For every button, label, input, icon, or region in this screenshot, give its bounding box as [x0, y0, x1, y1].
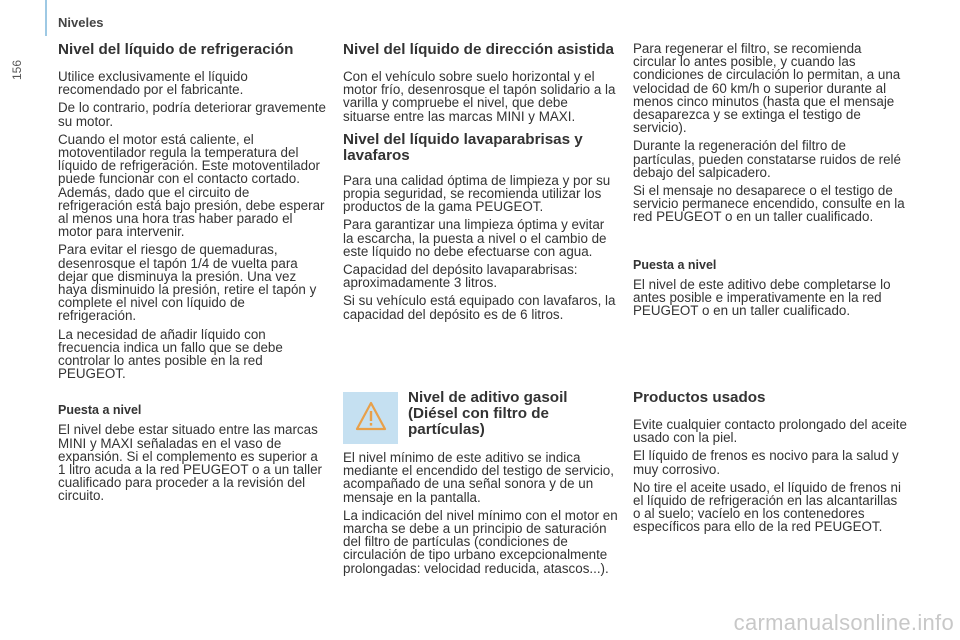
steering-paragraph: Con el vehículo sobre suelo horizontal y el motor frío, desenrosque el tapón solidario a la varilla y compruebe el nivel, que debe situarse entre las marcas MINI y MAXI.: [343, 69, 616, 124]
steering-title: Nivel del líquido de dirección asistida: [343, 41, 614, 58]
column-coolant: [58, 42, 326, 503]
used-products-paragraph: No tire el aceite usado, el líquido de frenos ni el líquido de refrigeración en las alcantarillas o al suelo; vacíelo en los contenedores específicos para ello de la red PEUGEOT.: [633, 479, 901, 535]
additive-title: Nivel de aditivo gasoil (Diésel con filtro de partículas): [408, 389, 568, 438]
additive-header: [408, 390, 613, 438]
coolant-paragraph: De lo contrario, podría deteriorar gravemente su motor.: [58, 100, 326, 129]
additive-paragraph: El nivel de este aditivo debe completarse lo antes posible e imperativamente en la red PEUGEOT o en un taller cualificado.: [633, 276, 891, 319]
used-products-paragraph: Evite cualquier contacto prolongado del aceite usado con la piel.: [633, 417, 907, 446]
watermark: carmanualsonline.info: [733, 610, 954, 635]
coolant-paragraph: Utilice exclusivamente el líquido recomendado por el fabricante.: [58, 69, 248, 98]
washer-paragraph: Capacidad del depósito lavaparabrisas: aproximadamente 3 litros.: [343, 262, 578, 291]
column-right: [633, 42, 908, 317]
additive-paragraph: Si el mensaje no desaparece o el testigo de servicio permanece encendido, consulte en la red PEUGEOT o en un taller cualificado.: [633, 183, 905, 225]
coolant-paragraph: El nivel debe estar situado entre las marcas MINI y MAXI señaladas en el vaso de expansión. Si el complemento es superior a 1 litro acuda a la red PEUGEOT o a un taller cualificado para proceder a la revisión del circuito.: [58, 422, 322, 504]
washer-title: Nivel del líquido lavaparabrisas y lavafaros: [343, 130, 583, 164]
coolant-paragraph: La necesidad de añadir líquido con frecuencia indica un fallo que se debe controlar lo antes posible en la red PEUGEOT.: [58, 326, 283, 382]
additive-subtitle: Puesta a nivel: [633, 257, 717, 272]
used-products-title: Productos usados: [633, 389, 766, 406]
additive-paragraph: Durante la regeneración del filtro de partículas, pueden constatarse ruidos de relé debajo del salpicadero.: [633, 138, 901, 180]
washer-paragraph: Para garantizar una limpieza óptima y evitar la escarcha, la puesta a nivel o el cambio de este líquido no debe efectuarse con agua.: [343, 217, 607, 259]
additive-paragraph: El nivel mínimo de este aditivo se indica mediante el encendido del testigo de servicio, acompañado de una señal sonora y de un mensaje en la pantalla.: [343, 450, 614, 505]
additive-paragraph: Para regenerar el filtro, se recomienda circular lo antes posible, y cuando las condiciones de circulación lo permitan, a una velocidad de 60 km/h o superior durante al menos cinco minutos (hasta que el mensaje desaparezca y se extinga el testigo de servicio).: [633, 41, 901, 136]
coolant-paragraph: Para evitar el riesgo de quemaduras, desenrosque el tapón 1/4 de vuelta para dejar que disminuya la presión. Una vez haya disminuido la presión, retire el tapón y complete el nivel con líquido de refrigeración.: [58, 242, 317, 324]
additive-paragraph: La indicación del nivel mínimo con el motor en marcha se debe a un principio de saturación del filtro de partículas (condiciones de circulación de tipo urbano excepcionalmente prolongadas: velocidad reducida, atascos...).: [343, 507, 618, 576]
washer-paragraph: Si su vehículo está equipado con lavafaros, la capacidad del depósito es de 6 litros.: [343, 293, 616, 322]
page-number: 156: [10, 59, 24, 80]
coolant-title: Nivel del líquido de refrigeración: [58, 41, 294, 58]
used-products-section: [633, 390, 908, 534]
warning-box: [343, 392, 398, 444]
used-products-paragraph: El líquido de frenos es nocivo para la salud y muy corrosivo.: [633, 448, 899, 477]
washer-paragraph: Para una calidad óptima de limpieza y por su propia seguridad, se recomienda utilizar los productos de la gama PEUGEOT.: [343, 172, 611, 215]
column-middle: [343, 42, 618, 321]
warning-triangle-icon: [355, 401, 387, 431]
additive-body: [343, 451, 618, 575]
coolant-paragraph: Cuando el motor está caliente, el motoventilador regula la temperatura del líquido de refrigeración. Este motoventilador puede funcionar con el contacto cortado. Además, dado que el circuito de refrigeración está bajo presión, debe esperar al menos una hora tras haber parado el motor para intervenir.: [58, 131, 325, 240]
coolant-subtitle: Puesta a nivel: [58, 403, 142, 418]
header-accent-bar: [45, 0, 47, 36]
section-title: Niveles: [58, 15, 104, 30]
